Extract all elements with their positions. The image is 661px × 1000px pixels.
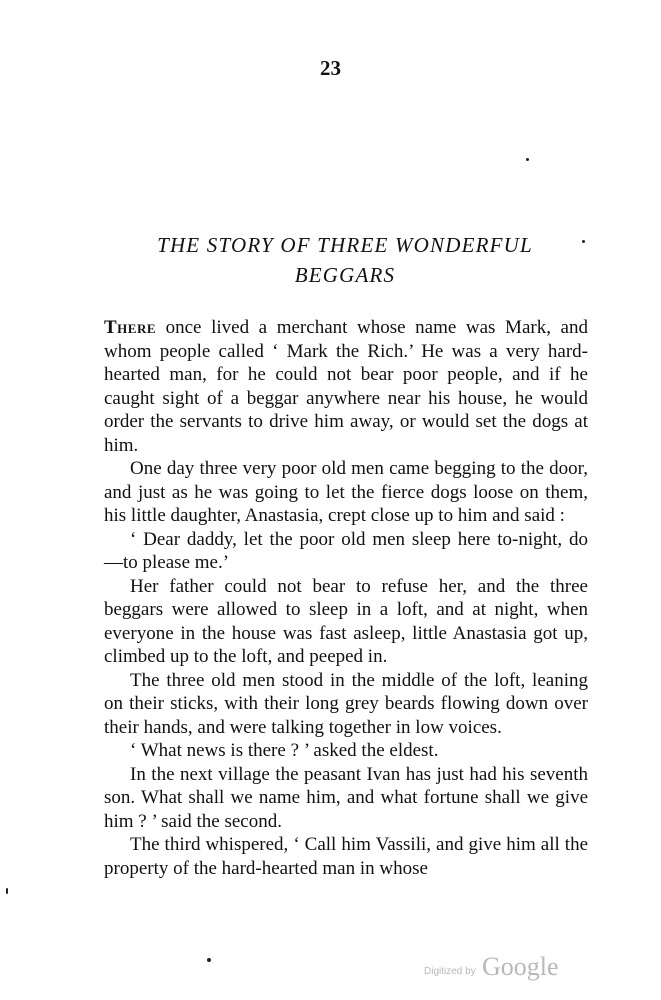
ink-speck [526, 158, 529, 161]
digitized-by-label: Digitized by [424, 966, 476, 977]
chapter-title-line-2: BEGGARS [294, 263, 396, 287]
paragraph-1-text: once lived a merchant whose name was Mark, and whom people called ‘ Mark the Rich.’ He was a very hard-hearted man, for he could not bear poor people, and if he caught sight of a beggar anywhere near his house, he would order the servants to drive him away, or would set the dogs at him. [104, 317, 588, 456]
google-digitized-watermark [424, 952, 584, 986]
paragraph-4: Her father could not bear to refuse her, and the three beggars were allowed to sleep in a loft, and at night, when everyone in the house was fast asleep, little Anastasia got up, climbed up to the loft, and peeped in. [104, 575, 588, 667]
page-number: 23 [320, 56, 341, 80]
paragraph-6: ‘ What news is there ? ’ asked the eldest. [130, 740, 439, 761]
paragraph-2: One day three very poor old men came begging to the door, and just as he was going to let the fierce dogs loose on them, his little daughter, Anastasia, crept close up to him and said : [104, 458, 588, 526]
chapter-title-line-1: THE STORY OF THREE WONDERFUL [157, 233, 533, 257]
paragraph-3: ‘ Dear daddy, let the poor old men sleep here to-night, do —to please me.’ [104, 528, 588, 573]
opening-word: There [104, 317, 157, 338]
ink-speck [582, 240, 585, 243]
google-logo: Google [482, 952, 559, 981]
story-body [104, 316, 588, 880]
paragraph-5: The three old men stood in the middle of the loft, leaning on their sticks, with their long grey beards flowing down over their hands, and were talking together in low voices. [104, 669, 588, 738]
ink-speck [6, 888, 8, 894]
chapter-title [110, 230, 580, 290]
paragraph-1 [104, 316, 588, 457]
paragraph-7: In the next village the peasant Ivan has just had his seventh son. What shall we name him, and what fortune shall we give him ? ’ said the second. [104, 763, 588, 832]
ink-speck [207, 958, 211, 962]
paragraph-8: The third whispered, ‘ Call him Vassili, and give him all the property of the hard-hearted man in whose [104, 834, 588, 879]
